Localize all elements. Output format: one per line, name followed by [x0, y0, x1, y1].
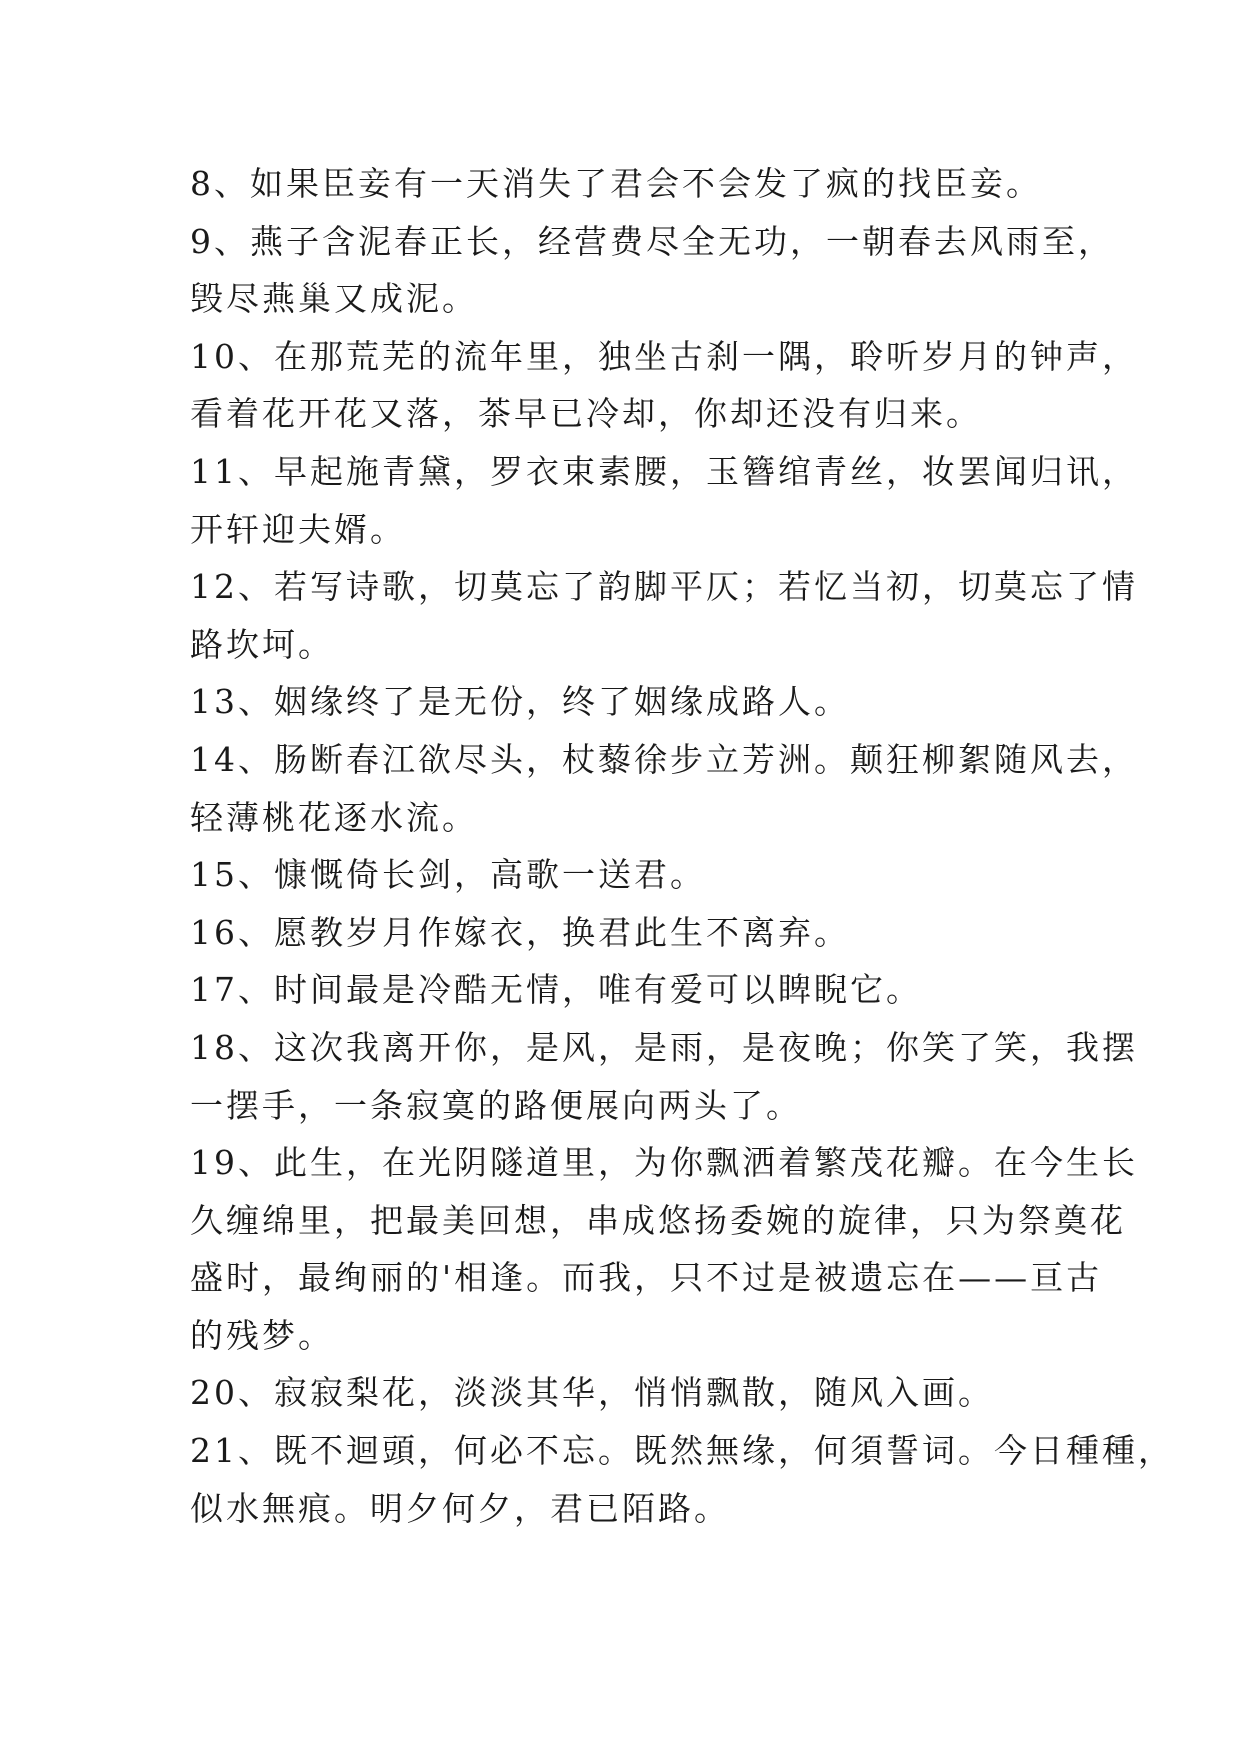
text-line: 开轩迎夫婿。	[190, 509, 406, 549]
text-line: 路坎坷。	[190, 624, 334, 664]
text-line: 轻薄桃花逐水流。	[190, 797, 478, 837]
text-line: 9、燕子含泥春正长，经营费尽全无功，一朝春去风雨至，	[190, 221, 1114, 261]
text-line: 久缠绵里，把最美回想，串成悠扬委婉的旋律，只为祭奠花	[190, 1200, 1126, 1240]
text-line: 20、寂寂梨花，淡淡其华，悄悄飘散，随风入画。	[190, 1373, 994, 1413]
text-line: 17、时间最是冷酷无情，唯有爱可以睥睨它。	[190, 970, 922, 1010]
text-line: 15、慷慨倚长剑，高歌一送君。	[190, 855, 706, 895]
text-line: 11、早起施青黛，罗衣束素腰，玉簪绾青丝，妆罢闻归讯，	[190, 451, 1138, 491]
text-line: 10、在那荒芜的流年里，独坐古刹一隅，聆听岁月的钟声，	[190, 336, 1138, 376]
text-line: 19、此生，在光阴隧道里，为你飘洒着繁茂花瓣。在今生长	[190, 1143, 1138, 1183]
text-line: 的残梦。	[190, 1315, 334, 1355]
text-line: 似水無痕。明夕何夕，君已陌路。	[190, 1488, 730, 1528]
text-line: 看着花开花又落，茶早已冷却，你却还没有归来。	[190, 394, 982, 434]
text-line: 14、肠断春江欲尽头，杖藜徐步立芳洲。颠狂柳絮随风去，	[190, 739, 1138, 779]
text-line: 16、愿教岁月作嫁衣，换君此生不离弃。	[190, 912, 850, 952]
text-line: 12、若写诗歌，切莫忘了韵脚平仄；若忆当初，切莫忘了情	[190, 567, 1138, 607]
text-line: 毁尽燕巢又成泥。	[190, 279, 478, 319]
text-line: 21、既不迴頭，何必不忘。既然無缘，何須誓词。今日種種，	[190, 1431, 1174, 1471]
document-body	[190, 155, 1174, 1537]
text-line: 盛时，最绚丽的'相逢。而我，只不过是被遗忘在——亘古	[190, 1258, 1103, 1298]
text-line: 18、这次我离开你，是风，是雨，是夜晚；你笑了笑，我摆	[190, 1027, 1138, 1067]
text-line: 8、如果臣妾有一天消失了君会不会发了疯的找臣妾。	[190, 164, 1042, 203]
text-line: 一摆手，一条寂寞的路便展向两头了。	[190, 1085, 802, 1125]
text-line: 13、姻缘终了是无份，终了姻缘成路人。	[190, 682, 850, 722]
